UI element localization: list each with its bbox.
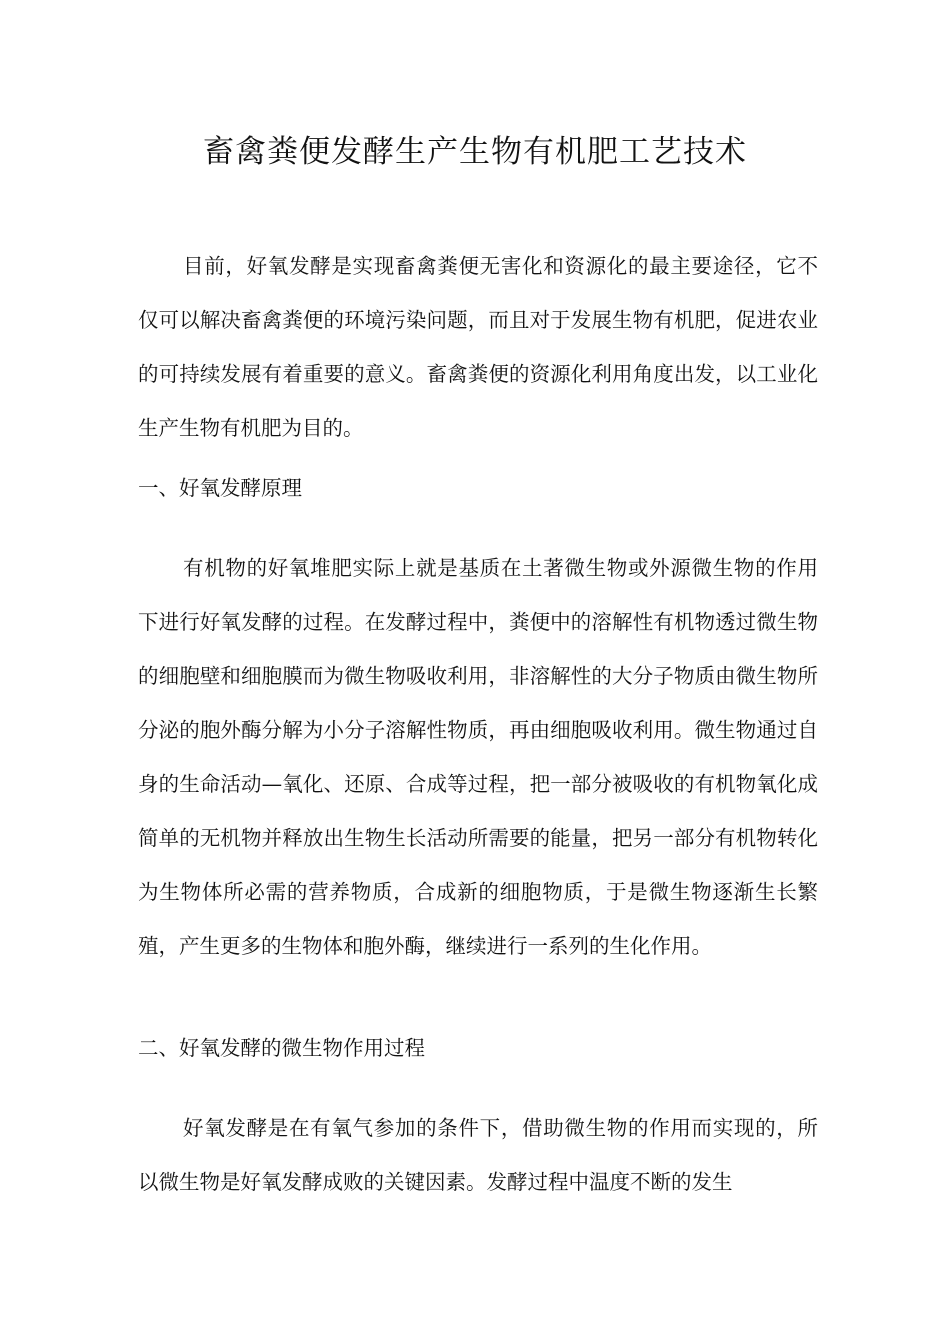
document-title: 畜禽粪便发酵生产生物有机肥工艺技术 <box>203 134 747 170</box>
section-1-paragraph: 有机物的好氧堆肥实际上就是基质在土著微生物或外源微生物的作用下进行好氧发酵的过程。在发酵过程中，粪便中的溶解性有机物透过微生物的细胞壁和细胞膜而为微生物吸收利用，非溶解性的大分子物质由微生物所分泌的胞外酶分解为小分子溶解性物质，再由细胞吸收利用。微生物通过自身的生命活动—氧化、还原、合成等过程，把一部分被吸收的有机物氧化成简单的无机物并释放出生物生长活动所需要的能量，把另一部分有机物转化为生物体所必需的营养物质，合成新的细胞物质，于是微生物逐渐生长繁殖，产生更多的生物体和胞外酶，继续进行一系列的生化作用。 <box>138 556 818 958</box>
section-2-heading: 二、好氧发酵的微生物作用过程 <box>138 1036 425 1060</box>
intro-paragraph: 目前，好氧发酵是实现畜禽粪便无害化和资源化的最主要途径，它不仅可以解决畜禽粪便的环境污染问题，而且对于发展生物有机肥，促进农业的可持续发展有着重要的意义。畜禽粪便的资源化利用角度出发，以工业化生产生物有机肥为目的。 <box>138 254 818 440</box>
section-1-heading: 一、好氧发酵原理 <box>138 476 302 500</box>
section-2-paragraph: 好氧发酵是在有氧气参加的条件下，借助微生物的作用而实现的，所以微生物是好氧发酵成败的关键因素。发酵过程中温度不断的发生 <box>138 1116 818 1194</box>
